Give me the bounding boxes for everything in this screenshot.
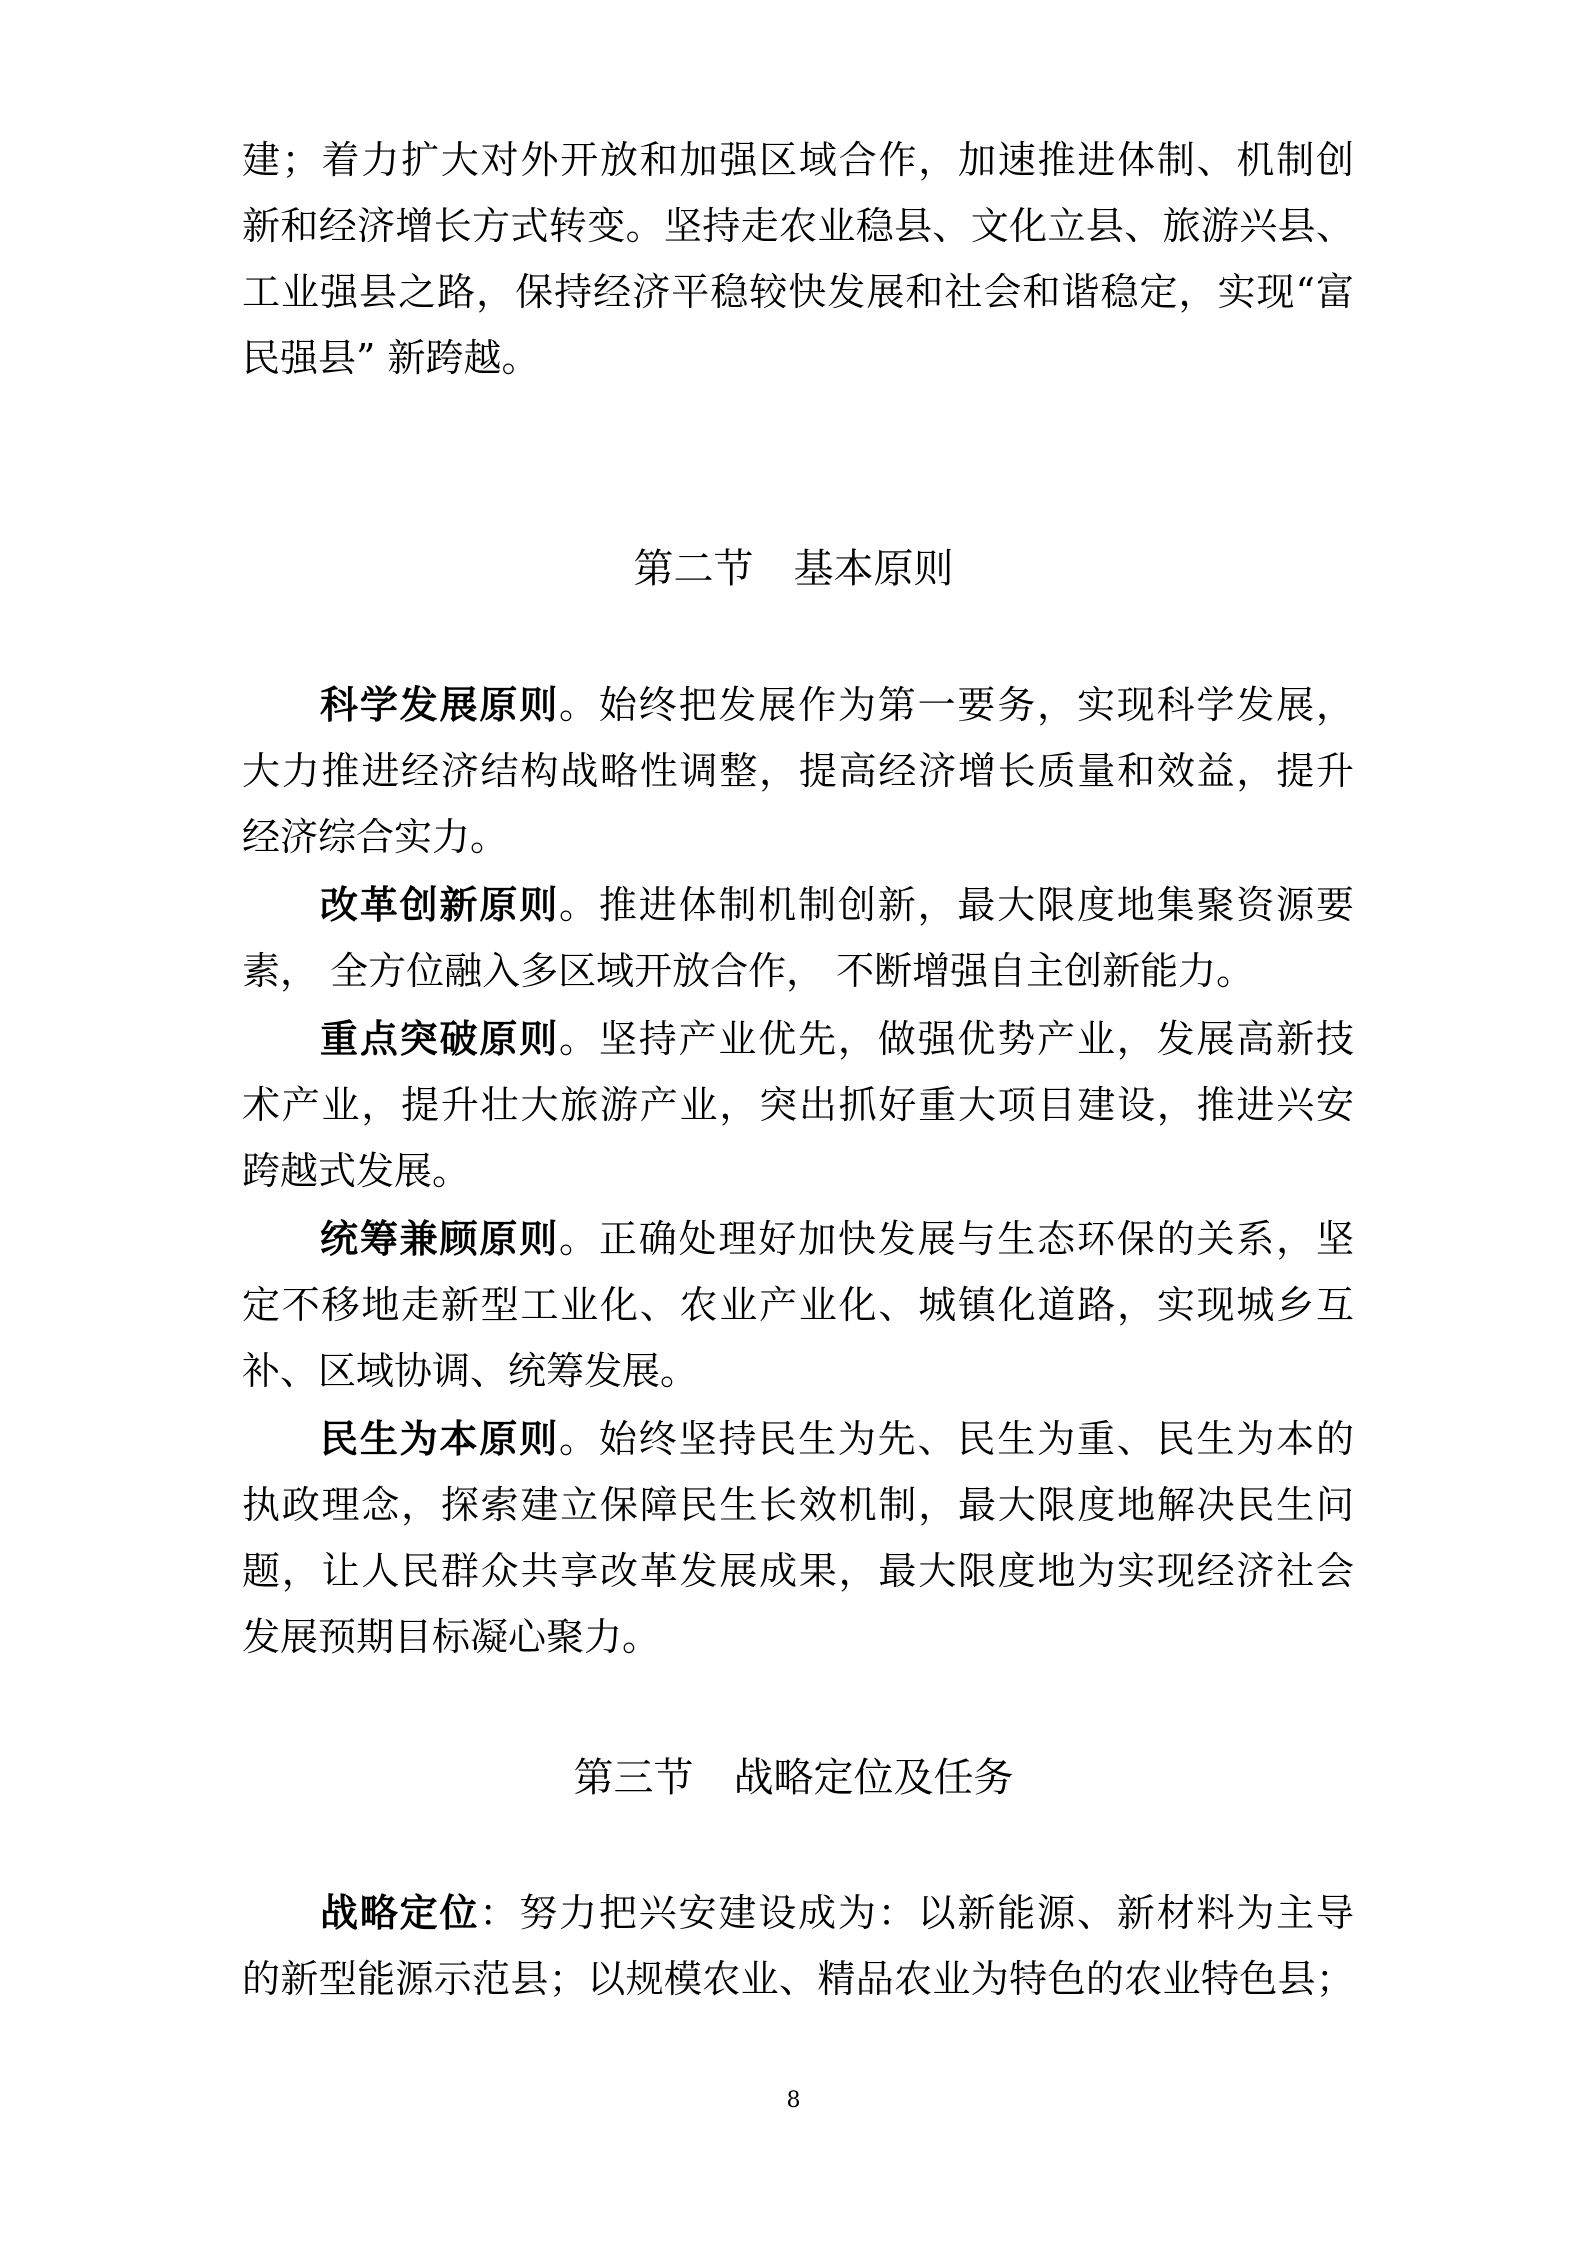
principle-line: 跨越式发展。 bbox=[242, 1149, 471, 1193]
principle-line: 术产业，提升壮大旅游产业，突出抓好重大项目建设，推进兴安 bbox=[242, 1083, 1354, 1127]
principle-line: 定不移地走新型工业化、农业产业化、城镇化道路，实现城乡互 bbox=[242, 1283, 1354, 1327]
principle-line: 题，让人民群众共享改革发展成果，最大限度地为实现经济社会 bbox=[242, 1549, 1354, 1593]
principle-text: 。始终把发展作为第一要务，实现科学发展， bbox=[559, 683, 1354, 727]
principle-first-line bbox=[320, 672, 1354, 738]
positioning-line: 的新型能源示范县；以规模农业、精品农业为特色的农业特色县； bbox=[242, 1957, 1354, 2001]
principle-text: 。坚持产业优先，做强优势产业，发展高新技 bbox=[559, 1017, 1354, 1061]
principle-text: 。推进体制机制创新，最大限度地集聚资源要 bbox=[559, 883, 1354, 927]
principle-line: 大力推进经济结构战略性调整，提高经济增长质量和效益，提升 bbox=[242, 749, 1354, 793]
principle-line: 补、区域协调、统筹发展。 bbox=[242, 1349, 699, 1393]
principle-first-line bbox=[320, 1206, 1354, 1272]
principle-term: 统筹兼顾原则 bbox=[320, 1216, 560, 1261]
principle-term: 重点突破原则 bbox=[320, 1016, 560, 1061]
principle-first-line bbox=[320, 1006, 1354, 1072]
principle-line: 执政理念，探索建立保障民生长效机制，最大限度地解决民生问 bbox=[242, 1483, 1354, 1527]
positioning-first-line bbox=[320, 1880, 1354, 1946]
principle-term: 民生为本原则 bbox=[320, 1416, 560, 1461]
principle-line: 发展预期目标凝心聚力。 bbox=[242, 1615, 661, 1659]
positioning-term: 战略定位 bbox=[320, 1890, 480, 1935]
principle-first-line bbox=[320, 872, 1354, 938]
positioning-text: ：努力把兴安建设成为：以新能源、新材料为主导 bbox=[479, 1891, 1354, 1935]
intro-line: 民强县” 新跨越。 bbox=[242, 336, 540, 380]
page-number: 8 bbox=[786, 2088, 801, 2113]
principle-line: 经济综合实力。 bbox=[242, 815, 509, 859]
principle-line: 素， 全方位融入多区域开放合作， 不断增强自主创新能力。 bbox=[242, 949, 1255, 993]
principle-text: 。始终坚持民生为先、民生为重、民生为本的 bbox=[559, 1417, 1354, 1461]
principle-term: 改革创新原则 bbox=[320, 882, 560, 927]
intro-line: 建；着力扩大对外开放和加强区域合作，加速推进体制、机制创 bbox=[242, 138, 1354, 182]
section-heading-basic-principles: 第二节 基本原则 bbox=[633, 546, 954, 592]
principle-term: 科学发展原则 bbox=[320, 682, 560, 727]
principle-first-line bbox=[320, 1406, 1354, 1472]
section-heading-strategic-positioning: 第三节 战略定位及任务 bbox=[573, 1755, 1014, 1801]
intro-line: 工业强县之路，保持经济平稳较快发展和社会和谐稳定，实现“富 bbox=[242, 270, 1354, 314]
principle-text: 。正确处理好加快发展与生态环保的关系，坚 bbox=[559, 1217, 1354, 1261]
intro-line: 新和经济增长方式转变。坚持走农业稳县、文化立县、旅游兴县、 bbox=[242, 204, 1354, 248]
